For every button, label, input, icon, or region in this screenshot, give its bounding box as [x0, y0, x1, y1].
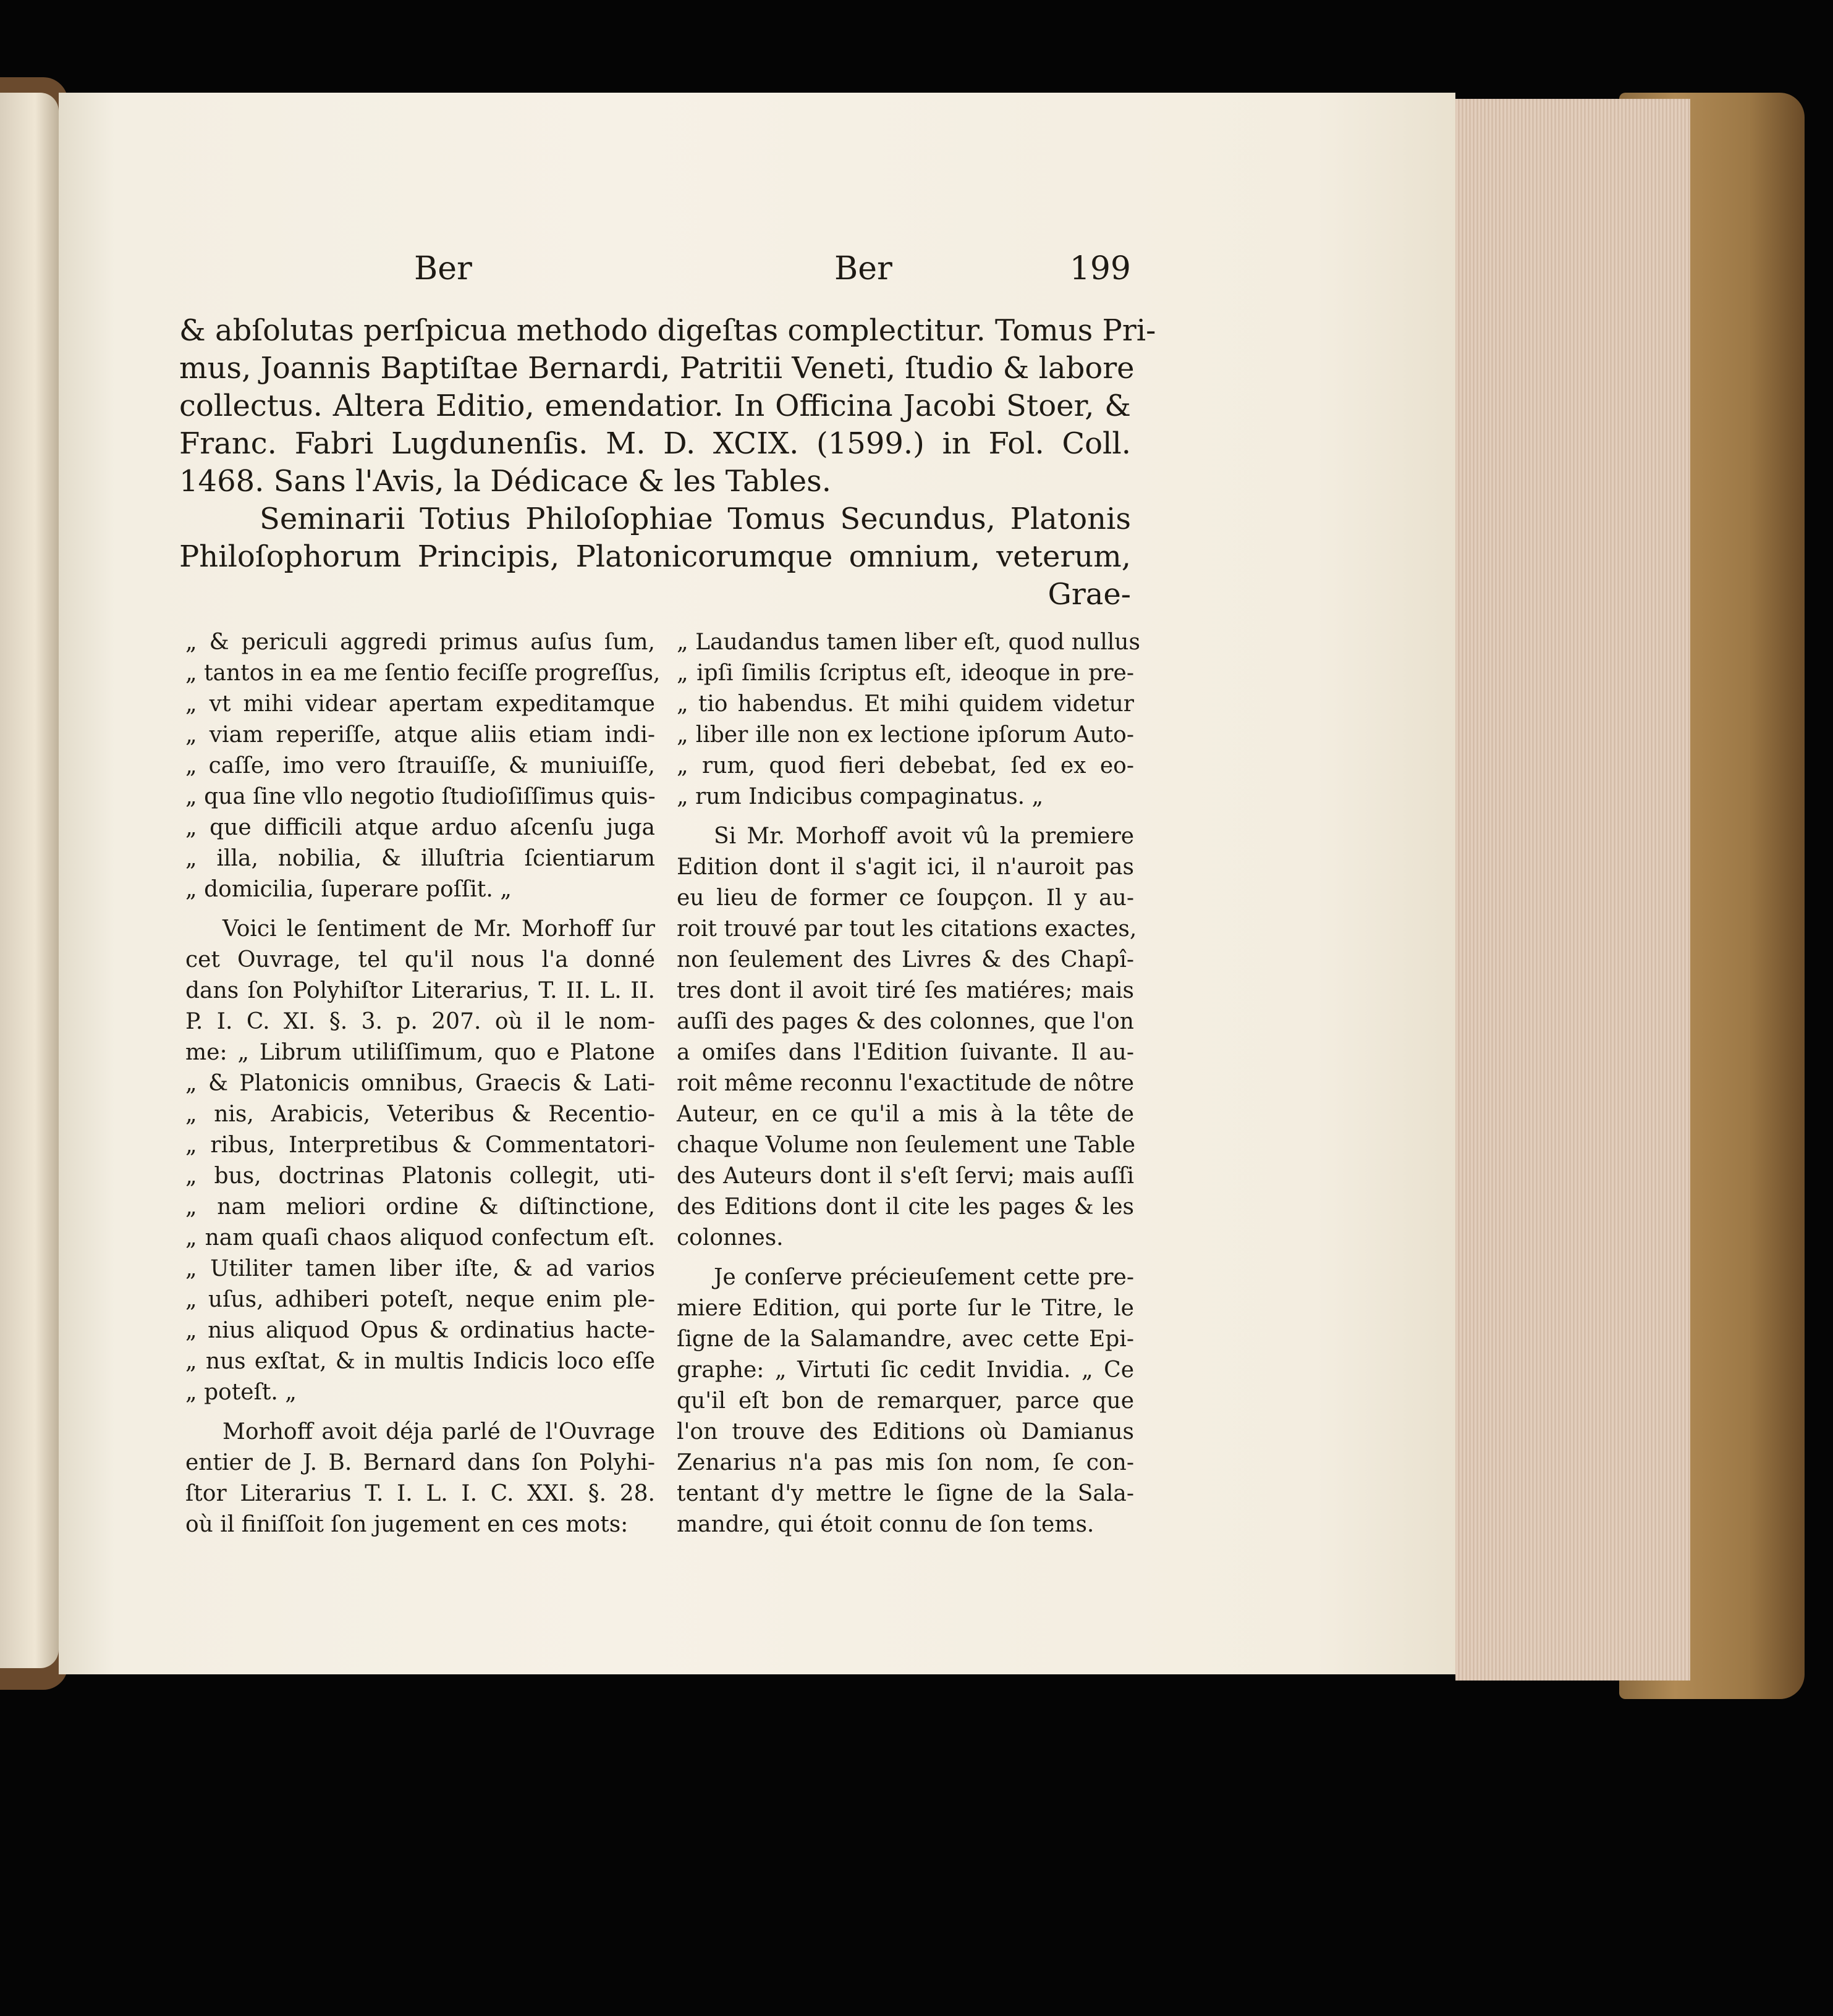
- text-line: cet Ouvrage, tel qu'il nous l'a donné: [185, 947, 655, 972]
- text-line: qu'il eſt bon de remarquer, parce que: [677, 1388, 1134, 1414]
- text-line: l'on trouve des Editions où Damianus: [677, 1419, 1134, 1445]
- text-line: „ caſſe, imo vero ſtrauiſſe, & muniuiſſe,: [185, 753, 655, 778]
- paragraph-gap: [677, 1254, 1134, 1262]
- text-line: mandre, qui étoit connu de ſon tems.: [677, 1512, 1094, 1537]
- text-line: „ liber ille non ex lectione ipſorum Auto-: [677, 722, 1134, 748]
- text-line: „ poteſt. „: [185, 1380, 297, 1405]
- text-line: roit trouvé par tout les citations exactes,: [677, 916, 1137, 942]
- text-line: des Auteurs dont il s'eſt ſervi; mais auſſi: [677, 1163, 1134, 1189]
- text-line: „ & Platonicis omnibus, Graecis & Lati-: [185, 1071, 655, 1096]
- text-line: miere Edition, qui porte ſur le Titre, le: [677, 1296, 1134, 1321]
- text-line: „ ipſi ſimilis ſcriptus eſt, ideoque in pre-: [677, 660, 1134, 686]
- text-line: roit même reconnu l'exactitude de nôtre: [677, 1071, 1134, 1096]
- text-line: „ nam quaſi chaos aliquod confectum eſt.: [185, 1225, 655, 1251]
- catchword-left: Ber: [414, 250, 472, 287]
- text-line: Morhoff avoit déja parlé de l'Ouvrage: [222, 1419, 655, 1445]
- entry-line: Franc. Fabri Lugdunenſis. M. D. XCIX. (1599.) in Fol. Coll.: [179, 426, 1131, 461]
- text-line: Zenarius n'a pas mis ſon nom, ſe con-: [677, 1450, 1134, 1475]
- text-line: „ & periculi aggredi primus auſus ſum,: [185, 630, 655, 655]
- text-line: chaque Volume non ſeulement une Table: [677, 1132, 1136, 1158]
- text-line: a omiſes dans l'Edition ſuivante. Il au-: [677, 1040, 1134, 1065]
- text-line: ſtor Literarius T. I. L. I. C. XXI. §. 28.: [185, 1481, 655, 1506]
- text-line: „ rum Indicibus compaginatus. „: [677, 784, 1044, 809]
- paragraph-gap: [185, 1408, 655, 1417]
- text-line: „ illa, nobilia, & illuſtria ſcientiarum: [185, 846, 655, 871]
- paragraph-gap: [677, 812, 1134, 821]
- text-line: Voici le ſentiment de Mr. Morhoff ſur: [222, 916, 655, 942]
- text-line: „ viam reperiſſe, atque aliis etiam indi-: [185, 722, 655, 748]
- left-column: [185, 627, 661, 1540]
- entry-line: Philoſophorum Principis, Platonicorumque omnium, veterum,: [179, 539, 1131, 574]
- text-line: tentant d'y mettre le ſigne de la Sala-: [677, 1481, 1134, 1506]
- text-line: non ſeulement des Livres & des Chapî-: [677, 947, 1134, 972]
- page-number: 199: [1069, 250, 1131, 287]
- text-line: „ rum, quod fieri debebat, ſed ex eo-: [677, 753, 1134, 778]
- text-line: „ nis, Arabicis, Veteribus & Recentio-: [185, 1102, 655, 1127]
- text-line: Je conſerve précieuſement cette pre-: [714, 1265, 1134, 1290]
- text-line: tres dont il avoit tiré ſes matiéres; mais: [677, 978, 1134, 1003]
- text-line: „ Utiliter tamen liber iſte, & ad varios: [185, 1256, 655, 1281]
- entry-line: Seminarii Totius Philoſophiae Tomus Secundus, Platonis: [260, 502, 1131, 536]
- entry-line: & abſolutas perſpicua methodo digeſtas complectitur. Tomus Pri-: [179, 313, 1156, 348]
- right-column: [677, 627, 1140, 1540]
- text-line: „ nam meliori ordine & diſtinctione,: [185, 1194, 655, 1220]
- text-line: entier de J. B. Bernard dans ſon Polyhi-: [185, 1450, 655, 1475]
- text-line: „ que difficili atque arduo aſcenſu juga: [185, 815, 655, 840]
- text-line: „ qua ſine vllo negotio ſtudioſiſſimus quis-: [185, 784, 656, 809]
- text-line: „ tio habendus. Et mihi quidem videtur: [677, 691, 1134, 717]
- entry-text: [179, 312, 1156, 614]
- catchword-center: Ber: [834, 250, 892, 287]
- entry-line: collectus. Altera Editio, emendatior. In Officina Jacobi Stoer, &: [179, 389, 1131, 423]
- text-line: „ domicilia, ſuperare poſſit. „: [185, 877, 512, 902]
- text-line: „ vt mihi videar apertam expeditamque: [185, 691, 655, 717]
- text-line: „ nus exſtat, & in multis Indicis loco eſſe: [185, 1349, 655, 1374]
- text-line: „ Laudandus tamen liber eſt, quod nullus: [677, 630, 1140, 655]
- running-header: [179, 250, 1131, 293]
- text-line: „ nius aliquod Opus & ordinatius hacte-: [185, 1318, 655, 1343]
- text-line: ſigne de la Salamandre, avec cette Epi-: [677, 1326, 1134, 1352]
- text-line: eu lieu de former ce ſoupçon. Il y au-: [677, 885, 1134, 911]
- text-line: où il finiſſoit ſon jugement en ces mots:: [185, 1512, 629, 1537]
- entry-line: mus, Joannis Baptiſtae Bernardi, Patritii Veneti, ſtudio & labore: [179, 351, 1135, 386]
- text-line: „ ribus, Interpretibus & Commentatori-: [185, 1132, 655, 1158]
- text-line: des Editions dont il cite les pages & les: [677, 1194, 1134, 1220]
- entry-line: 1468. Sans l'Avis, la Dédicace & les Tables.: [179, 464, 832, 499]
- text-line: „ uſus, adhiberi poteſt, neque enim ple-: [185, 1287, 655, 1312]
- text-line: „ tantos in ea me ſentio feciſſe progreſſus,: [185, 660, 661, 686]
- entry-line: Grae-: [1048, 577, 1131, 612]
- text-line: P. I. C. XI. §. 3. p. 207. où il le nom-: [185, 1009, 655, 1034]
- text-line: Auteur, en ce qu'il a mis à la tête de: [677, 1102, 1134, 1127]
- text-line: Si Mr. Morhoff avoit vû la premiere: [714, 824, 1134, 849]
- text-line: auſſi des pages & des colonnes, que l'on: [677, 1009, 1134, 1034]
- text-line: „ bus, doctrinas Platonis collegit, uti-: [185, 1163, 655, 1189]
- text-line: me: „ Librum utiliſſimum, quo e Platone: [185, 1040, 655, 1065]
- text-line: Edition dont il s'agit ici, il n'auroit pas: [677, 854, 1134, 880]
- text-line: graphe: „ Virtuti ſic cedit Invidia. „ Ce: [677, 1357, 1134, 1383]
- text-line: colonnes.: [677, 1225, 784, 1251]
- paragraph-gap: [185, 905, 655, 914]
- text-line: dans ſon Polyhiſtor Literarius, T. II. L. II.: [185, 978, 655, 1003]
